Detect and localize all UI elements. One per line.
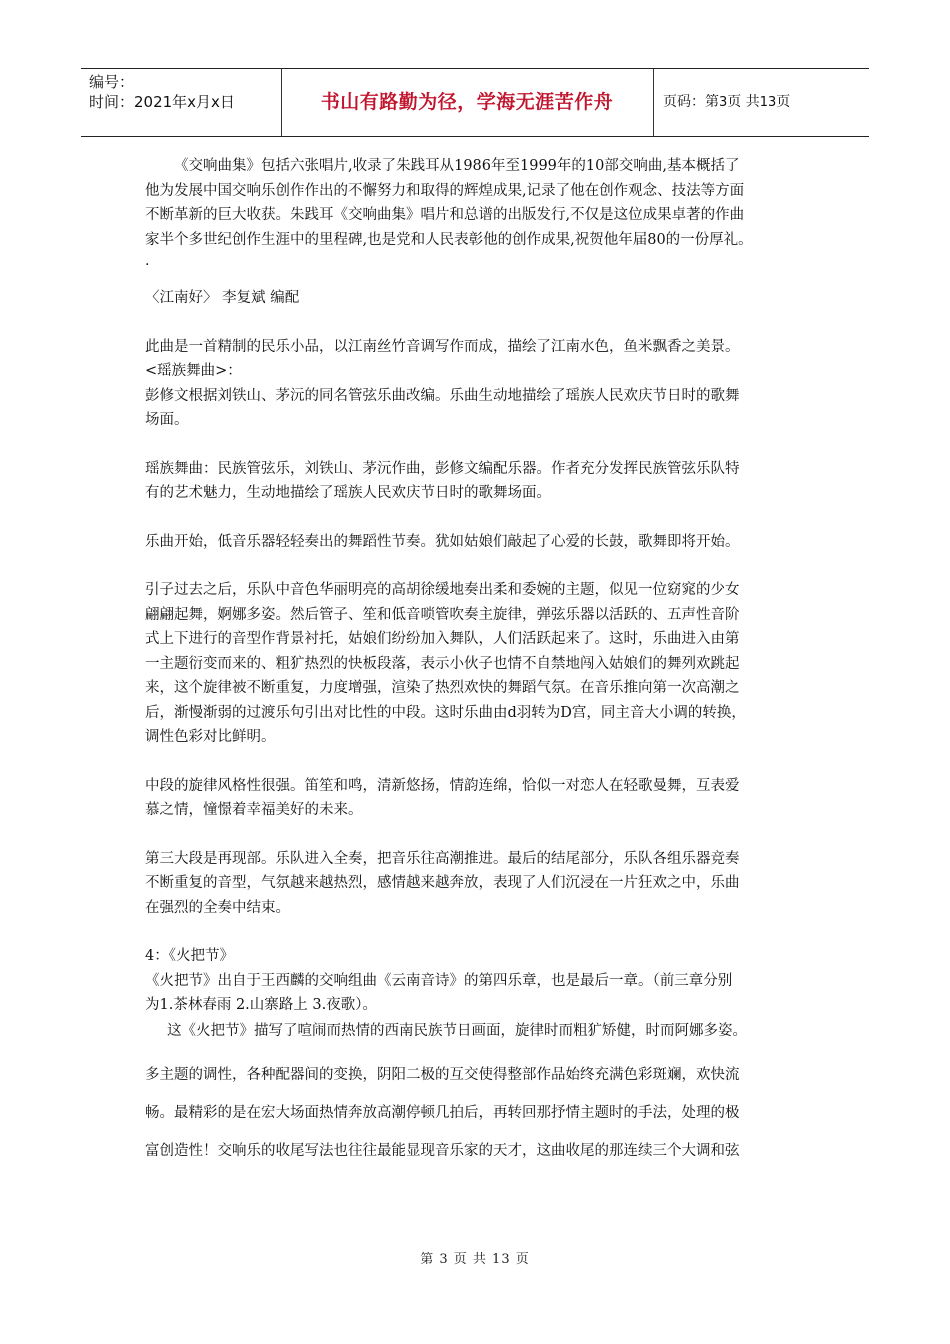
yao-paragraph-6 xyxy=(145,847,817,921)
text-line: 来，这个旋律被不断重复，力度增强，渲染了热烈欢快的舞蹈气氛。在音乐推向第一次高潮之 xyxy=(145,680,740,696)
text-line: 调性色彩对比鲜明。 xyxy=(145,729,276,745)
document-number-label: 编号： xyxy=(89,73,135,91)
text-line: 富创造性！交响乐的收尾写法也往往最能显现音乐家的天才，这曲收尾的那连续三个大调和弦 xyxy=(145,1142,740,1159)
text-line: 场面。 xyxy=(145,412,189,428)
yao-paragraph-3: 乐曲开始，低音乐器轻轻奏出的舞蹈性节奏。犹如姑娘们敲起了心爱的长鼓，歌舞即将开始。 xyxy=(145,533,740,550)
text-line: 畅。最精彩的是在宏大场面热情奔放高潮停顿几拍后，再转回那抒情主题时的手法，处理的极 xyxy=(145,1104,740,1121)
text-line: 第三大段是再现部。乐队进入全奏，把音乐往高潮推进。最后的结尾部分，乐队各组乐器竞奏 xyxy=(145,850,740,867)
header-meta xyxy=(89,72,235,112)
text-line: 在强烈的全奏中结束。 xyxy=(145,899,290,916)
huoba-indented-line: 这《火把节》描写了喧闹而热情的西南民族节日画面，旋律时而粗犷矫健，时而阿娜多姿。 xyxy=(167,1022,747,1039)
yao-title: <瑶族舞曲>： xyxy=(145,363,242,379)
page-suffix: 页 xyxy=(776,94,791,110)
page-mid: 页 共 xyxy=(727,94,760,110)
text-line: 多主题的调性，各种配器间的变换，阴阳二极的互交使得整部作品始终充满色彩斑斓，欢快流 xyxy=(145,1066,740,1083)
header-motto: 书山有路勤为径，学海无涯苦作舟 xyxy=(320,91,614,113)
text-line: 翩翩起舞，婀娜多姿。然后管子、笙和低音唢管吹奏主旋律，弹弦乐器以活跃的、五声性音阶 xyxy=(145,606,740,623)
yao-description xyxy=(145,384,817,433)
text-line: 《火把节》出自于王西麟的交响组曲《云南音诗》的第四乐章，也是最后一章。（前三章分别 xyxy=(145,972,733,989)
text-line: 式上下进行的音型作背景衬托，姑娘们纷纷加入舞队，人们活跃起来了。这时，乐曲进入由第 xyxy=(145,631,740,647)
text-line: 中段的旋律风格性很强。笛笙和鸣，清新悠扬，情韵连绵，恰似一对恋人在轻歌曼舞，互表爱 xyxy=(145,777,740,794)
page-total: 13 xyxy=(759,95,777,110)
jiangnan-title: 〈江南好〉 李复斌 编配 xyxy=(145,290,300,306)
text-line: 彭修文根据刘铁山、茅沅的同名管弦乐曲改编。乐曲生动地描绘了瑶族人民欢庆节日时的歌舞 xyxy=(145,387,740,404)
document-body xyxy=(145,154,817,1170)
text-line: 有的艺术魅力，生动地描绘了瑶族人民欢庆节日时的歌舞场面。 xyxy=(145,485,551,501)
text-line: 后，渐慢渐弱的过渡乐句引出对比性的中段。这时乐曲由d羽转为D宫，同主音大小调的转换， xyxy=(145,704,746,721)
huoba-paragraph xyxy=(145,1056,817,1170)
text-line: 家半个多世纪创作生涯中的里程碑,也是党和人民表彰他的创作成果,祝贺他年届80的一份厚礼。 xyxy=(145,231,753,248)
yao-paragraph-5 xyxy=(145,774,817,823)
header-page-info xyxy=(663,69,790,136)
text-line: 他为发展中国交响乐创作作出的不懈努力和取得的辉煌成果,记录了他在创作观念、技法等方面 xyxy=(145,182,745,199)
document-header xyxy=(81,68,869,137)
page-prefix: 页码：第 xyxy=(663,94,719,110)
text-line: 《交响曲集》包括六张唱片,收录了朱践耳从1986年至1999年的10部交响曲,基本概括了 xyxy=(174,158,740,174)
text-line: 一主题衍变而来的、粗犷热烈的快板段落，表示小伙子也情不自禁地闯入姑娘们的舞列欢跳起 xyxy=(145,655,740,672)
text-line: 为1.茶林春雨 2.山寨路上 3.夜歌）。 xyxy=(145,997,377,1013)
huoba-title: 4：《火把节》 xyxy=(145,948,234,964)
text-line: 引子过去之后，乐队中音色华丽明亮的高胡徐缓地奏出柔和委婉的主题，似见一位窈窕的少女 xyxy=(145,582,740,598)
stray-dot: . xyxy=(145,253,150,269)
text-line: 不断革新的巨大收获。朱践耳《交响曲集》唱片和总谱的出版发行,不仅是这位成果卓著的作曲 xyxy=(145,207,745,223)
page-number: 3 xyxy=(719,95,728,110)
page-footer: 第 3 页 共 13 页 xyxy=(420,1252,530,1267)
header-divider xyxy=(653,69,654,136)
yao-paragraph-4 xyxy=(145,578,817,750)
jiangnan-description: 此曲是一首精制的民乐小品，以江南丝竹音调写作而成，描绘了江南水色，鱼米飘香之美景。 xyxy=(145,338,740,355)
document-date: 时间：2021年x月x日 xyxy=(89,93,235,111)
intro-paragraph xyxy=(145,154,817,252)
text-line: 慕之情，憧憬着幸福美好的未来。 xyxy=(145,802,363,818)
text-line: 不断重复的音型，气氛越来越热烈，感情越来越奔放，表现了人们沉浸在一片狂欢之中，乐曲 xyxy=(145,875,740,891)
text-line: 瑶族舞曲：民族管弦乐，刘铁山、茅沅作曲，彭修文编配乐器。作者充分发挥民族管弦乐队特 xyxy=(145,460,740,477)
huoba-description xyxy=(145,969,817,1018)
yao-paragraph-2 xyxy=(145,457,817,506)
